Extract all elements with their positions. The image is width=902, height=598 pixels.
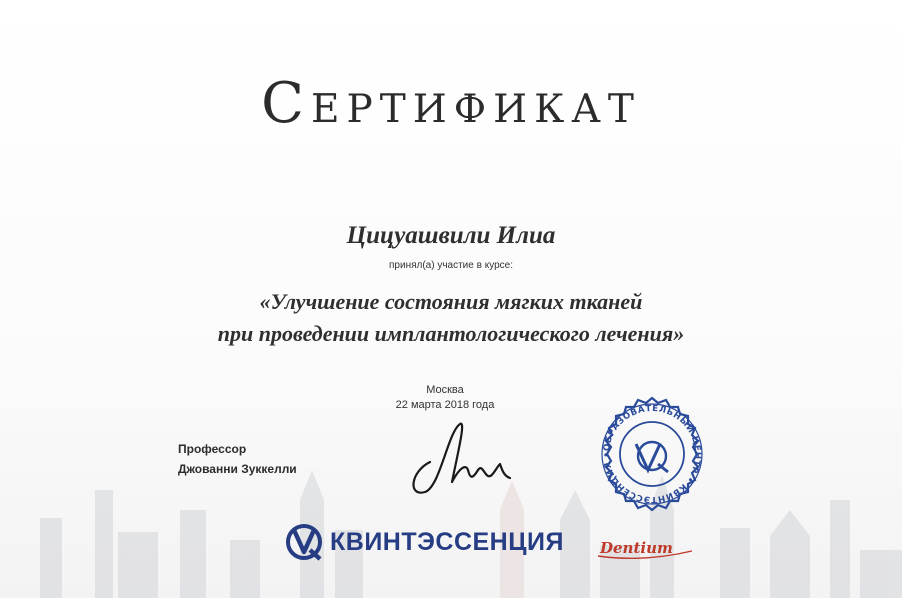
educational-center-seal: [592, 394, 712, 514]
course-title-line-2: при проведении имплантологического лечения»: [217, 321, 685, 346]
partner-logo: [596, 532, 696, 562]
brand-name: КВИНТЭССЕНЦИЯ: [330, 527, 564, 556]
signer: [178, 439, 297, 479]
handwritten-signature: [400, 412, 530, 502]
brand-logo-icon: [284, 522, 324, 562]
participation-note: принял(а) участие в курсе:: [389, 260, 513, 271]
course-title-line-1: «Улучшение состояния мягких тканей: [259, 289, 643, 314]
signer-name: Джованни Зуккелли: [178, 462, 297, 476]
date: 22 марта 2018 года: [395, 399, 495, 411]
certificate-title: Сертификат: [261, 71, 641, 136]
city: Москва: [426, 384, 464, 396]
signer-title: Профессор: [178, 442, 247, 456]
course-title: [0, 286, 902, 350]
brand-logo: [284, 520, 564, 564]
place-and-date: [370, 383, 520, 413]
recipient-name: Цицуашвили Илиа: [346, 222, 556, 249]
svg-text:ОБРАЗОВАТЕЛЬНЫЙ ЦЕНТР • КВИНТЭ: ОБРАЗОВАТЕЛЬНЫЙ ЦЕНТР • КВИНТЭССЕНЦИЯ •: [601, 403, 703, 505]
svg-text:Dentium: Dentium: [600, 539, 673, 557]
